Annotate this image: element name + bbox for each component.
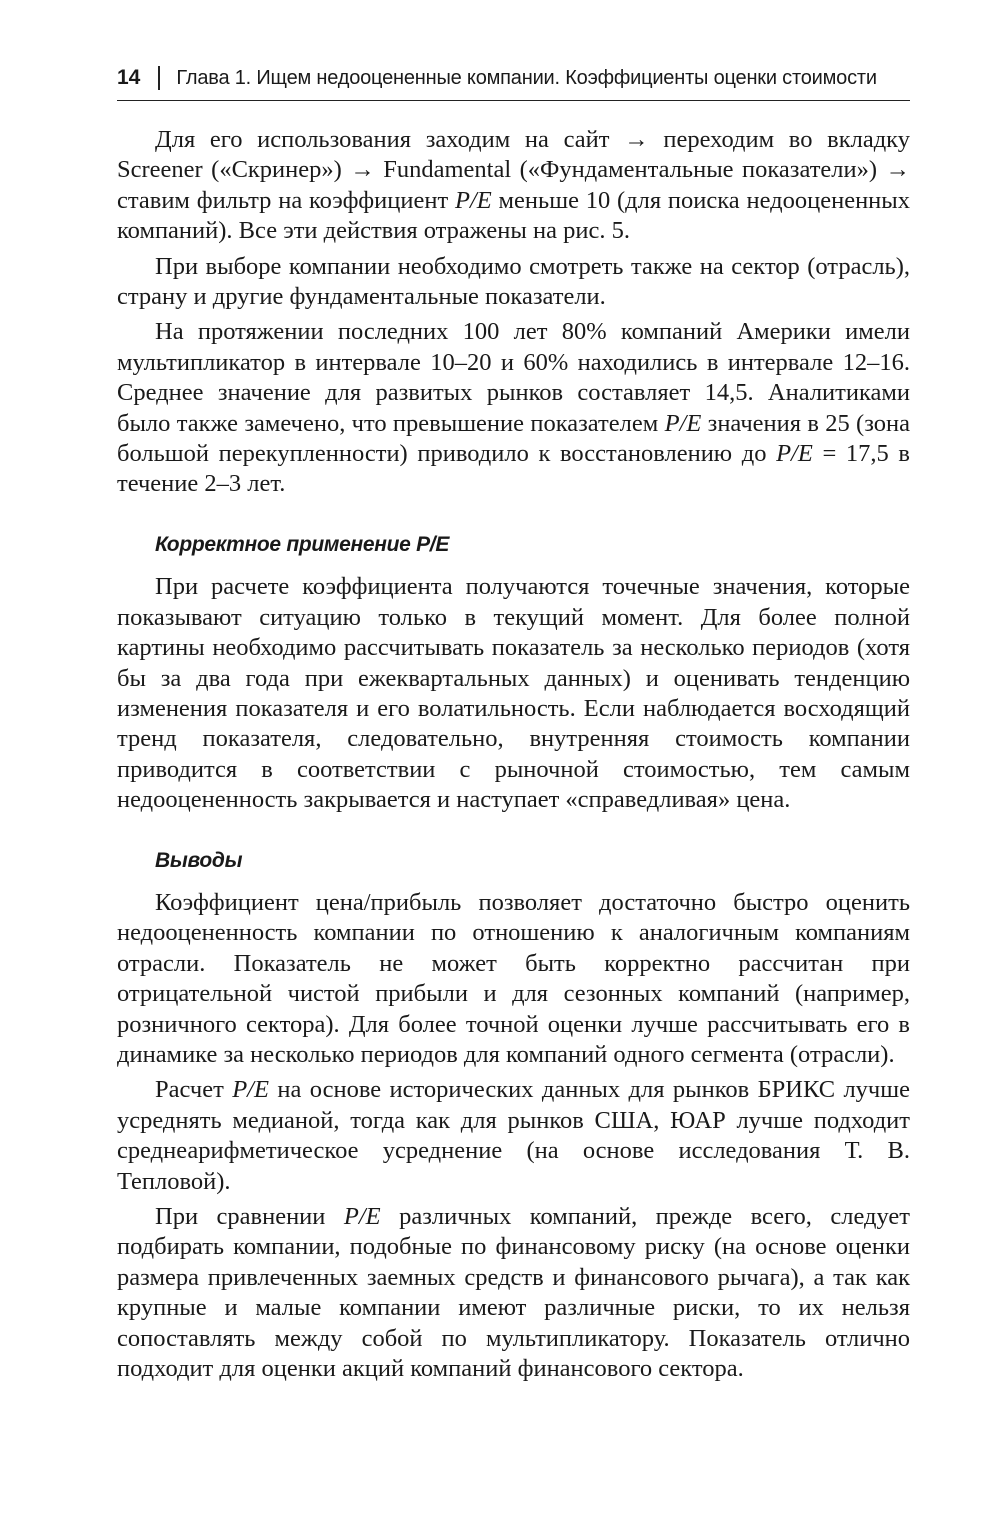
paragraph: На протяжении последних 100 лет 80% компаний Америки имели мультипликатор в интервале 10–20 и 60% находились в интервале 12–16. Среднее значение для развитых рынков составляет 14,5. Аналитиками было также замечено, что превышение показателем P/E значения в 25 (зона большой перекупленности) приводило к восстановлению до P/E = 17,5 в течение 2–3 лет. — [117, 318, 910, 498]
section-heading-conclusions: Выводы — [155, 848, 243, 872]
paragraph: При сравнении P/E различных компаний, прежде всего, следует подбирать компании, подобные по финансовому риску (на основе оценки размера привлеченных заемных средств и финансового рычага), а так как крупные и малые компании имеют различные риски, то их нельзя сопоставлять между собой по мультипликатору. Показатель отлично подходит для оценки акций компаний финансового сектора. — [117, 1203, 910, 1383]
paragraph: Для его использования заходим на сайт → переходим во вкладку Screener («Скринер») → Fundamental («Фундаментальные показатели») → ставим фильтр на коэффициент P/E меньше 10 (для поиска недооцененных компаний). Все эти действия отражены на рис. 5. — [117, 126, 910, 245]
paragraph: При расчете коэффициента получаются точечные значения, которые показывают ситуацию только в текущий момент. Для более полной картины необходимо рассчитывать показатель за несколько периодов (хотя бы за два года при ежеквартальных данных) и оценивать тенденцию изменения показателя и его волатильность. Если наблюдается восходящий тренд показателя, следовательно, внутренняя стоимость компании приводится в соответствии с рыночной стоимостью, тем самым недооцененность закрывается и наступает «справедливая» цена. — [117, 573, 910, 814]
paragraph: Расчет P/E на основе исторических данных для рынков БРИКС лучше усреднять медианой, тогда как для рынков США, ЮАР лучше подходит среднеарифметическое усреднение (на основе исследования Т. В. Тепловой). — [117, 1076, 910, 1195]
section-heading-correct-use: Корректное применение P/E — [155, 532, 450, 556]
body-text — [117, 125, 910, 1384]
book-page — [117, 60, 910, 1384]
header-divider — [158, 66, 160, 90]
running-header — [117, 60, 910, 101]
paragraph: Коэффициент цена/прибыль позволяет достаточно быстро оценить недооцененность компании по отношению к аналогичным компаниям отрасли. Показатель не может быть корректно рассчитан при отрицательной чистой прибыли и для сезонных компаний (например, розничного сектора). Для более точной оценки лучше рассчитывать его в динамике за несколько периодов для компаний одного сегмента (отрасли). — [117, 888, 910, 1068]
page-number: 14 — [117, 66, 141, 89]
chapter-title: Глава 1. Ищем недооцененные компании. Коэффициенты оценки стоимости — [176, 66, 877, 89]
paragraph: При выборе компании необходимо смотреть также на сектор (отрасль), страну и другие фундаментальные показатели. — [117, 252, 910, 311]
